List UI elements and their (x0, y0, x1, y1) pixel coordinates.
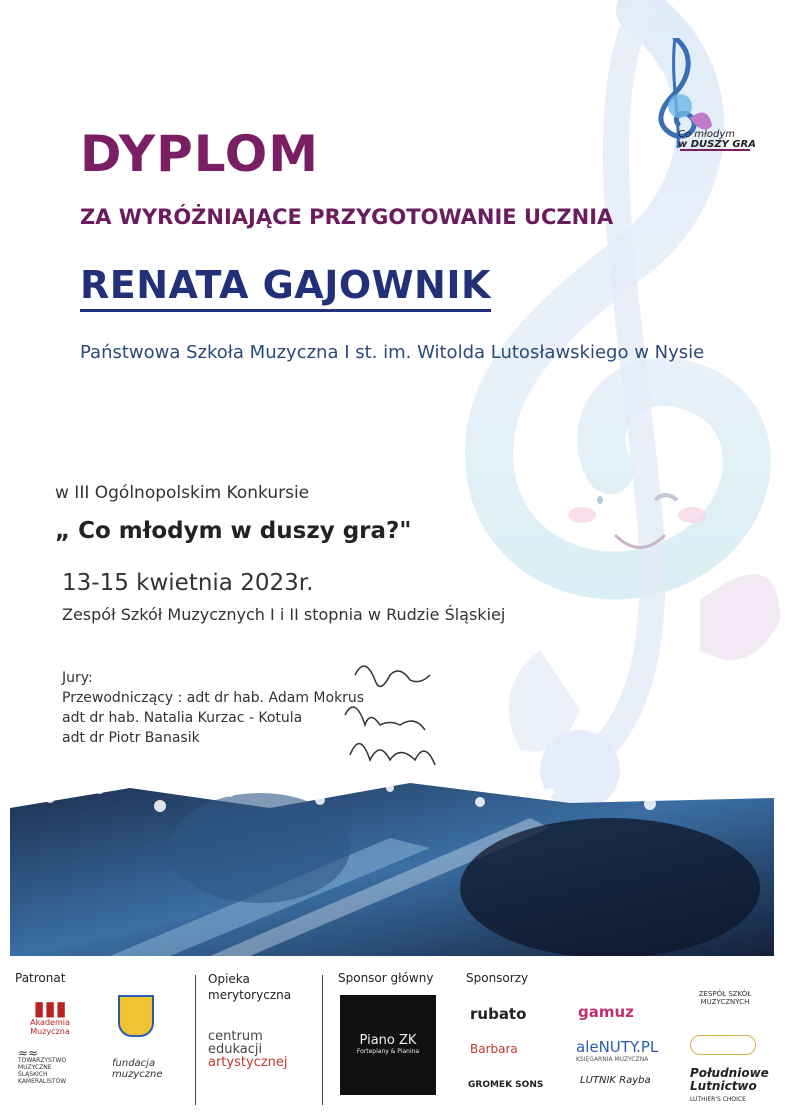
poludniowe-line2: Lutnictwo (690, 1079, 757, 1093)
coat-of-arms-icon (118, 995, 154, 1037)
divider (195, 975, 196, 1105)
rubato-logo: rubato (470, 1005, 527, 1023)
akademia-label: Akademia Muzyczna (30, 1018, 70, 1036)
logo-text (678, 130, 756, 150)
school-name: Państwowa Szkoła Muzyczna I st. im. Witolda Lutosławskiego w Nysie (80, 342, 705, 363)
poludniowe-line3: LUTHIER'S CHOICE (690, 1096, 746, 1103)
opieka-heading: Opieka merytoryczna (208, 972, 292, 1002)
poludniowe-logo (690, 1067, 769, 1106)
jury-chair: Przewodniczący : adt dr hab. Adam Mokrus (62, 690, 365, 706)
fundacja-logo: fundacja muzyczne (112, 1058, 163, 1080)
centrum-line3: artystycznej (208, 1055, 288, 1070)
barbara-logo: Barbara (470, 1042, 518, 1056)
jury-member: adt dr hab. Natalia Kurzac - Kotula (62, 710, 303, 726)
piano-zk-label: Piano ZK (359, 1033, 417, 1048)
waves-icon: ≈≈ (18, 1046, 39, 1060)
badge-logo-icon (690, 1035, 756, 1055)
recipient-name: RENATA GAJOWNIK (80, 263, 491, 312)
competition-intro: w III Ogólnopolskim Konkursie (55, 483, 310, 503)
sponsor-glowny-heading: Sponsor główny (338, 971, 434, 985)
diploma-title: DYPLOM (80, 125, 320, 183)
akademia-logo (20, 998, 80, 1036)
patronat-heading: Patronat (15, 971, 66, 985)
towarzystwo-logo (18, 1046, 78, 1085)
jury-member: adt dr Piotr Banasik (62, 730, 200, 746)
poludniowe-line1: Południowe (690, 1066, 769, 1080)
signatures (335, 655, 465, 775)
piano-zk-sub: Fortepiany & Pianina (356, 1048, 420, 1055)
diploma-subtitle: ZA WYRÓŻNIAJĄCE PRZYGOTOWANIE UCZNIA (80, 205, 614, 229)
jury-list (62, 668, 364, 748)
organ-icon: ▮▮▮ (33, 996, 67, 1020)
competition-date: 13-15 kwietnia 2023r. (62, 570, 314, 596)
sponsorzy-heading: Sponsorzy (466, 971, 529, 985)
piano-zk-logo (340, 995, 436, 1095)
competition-name: „ Co młodym w duszy gra?" (55, 518, 412, 544)
violin-banner-image (10, 778, 774, 956)
centrum-line2: edukacji (208, 1042, 263, 1057)
centrum-logo (208, 1030, 288, 1069)
zespol-logo: ZESPÓŁ SZKÓŁ MUZYCZNYCH (698, 990, 752, 1006)
divider (322, 975, 323, 1105)
gamuz-logo: gamuz (578, 1003, 634, 1021)
logo-line2: w DUSZY GRA (678, 139, 756, 150)
jury-label: Jury: (62, 670, 93, 686)
alenuty-logo (576, 1038, 658, 1063)
alenuty-sub: KSIĘGARNIA MUZYCZNA (576, 1056, 649, 1063)
towarzystwo-label: TOWARZYSTWO MUZYCZNE ŚLĄSKICH KAMERALISTÓW (18, 1057, 67, 1085)
alenuty-label: aleNUTY.PL (576, 1038, 659, 1056)
gromek-logo: GROMEK SONS (468, 1080, 544, 1090)
logo-line1: Co młodym (678, 129, 736, 140)
competition-venue: Zespół Szkół Muzycznych I i II stopnia w Rudzie Śląskiej (62, 605, 506, 624)
centrum-line1: centrum (208, 1029, 263, 1044)
lutnik-logo: LUTNIK Rayba (580, 1075, 651, 1086)
